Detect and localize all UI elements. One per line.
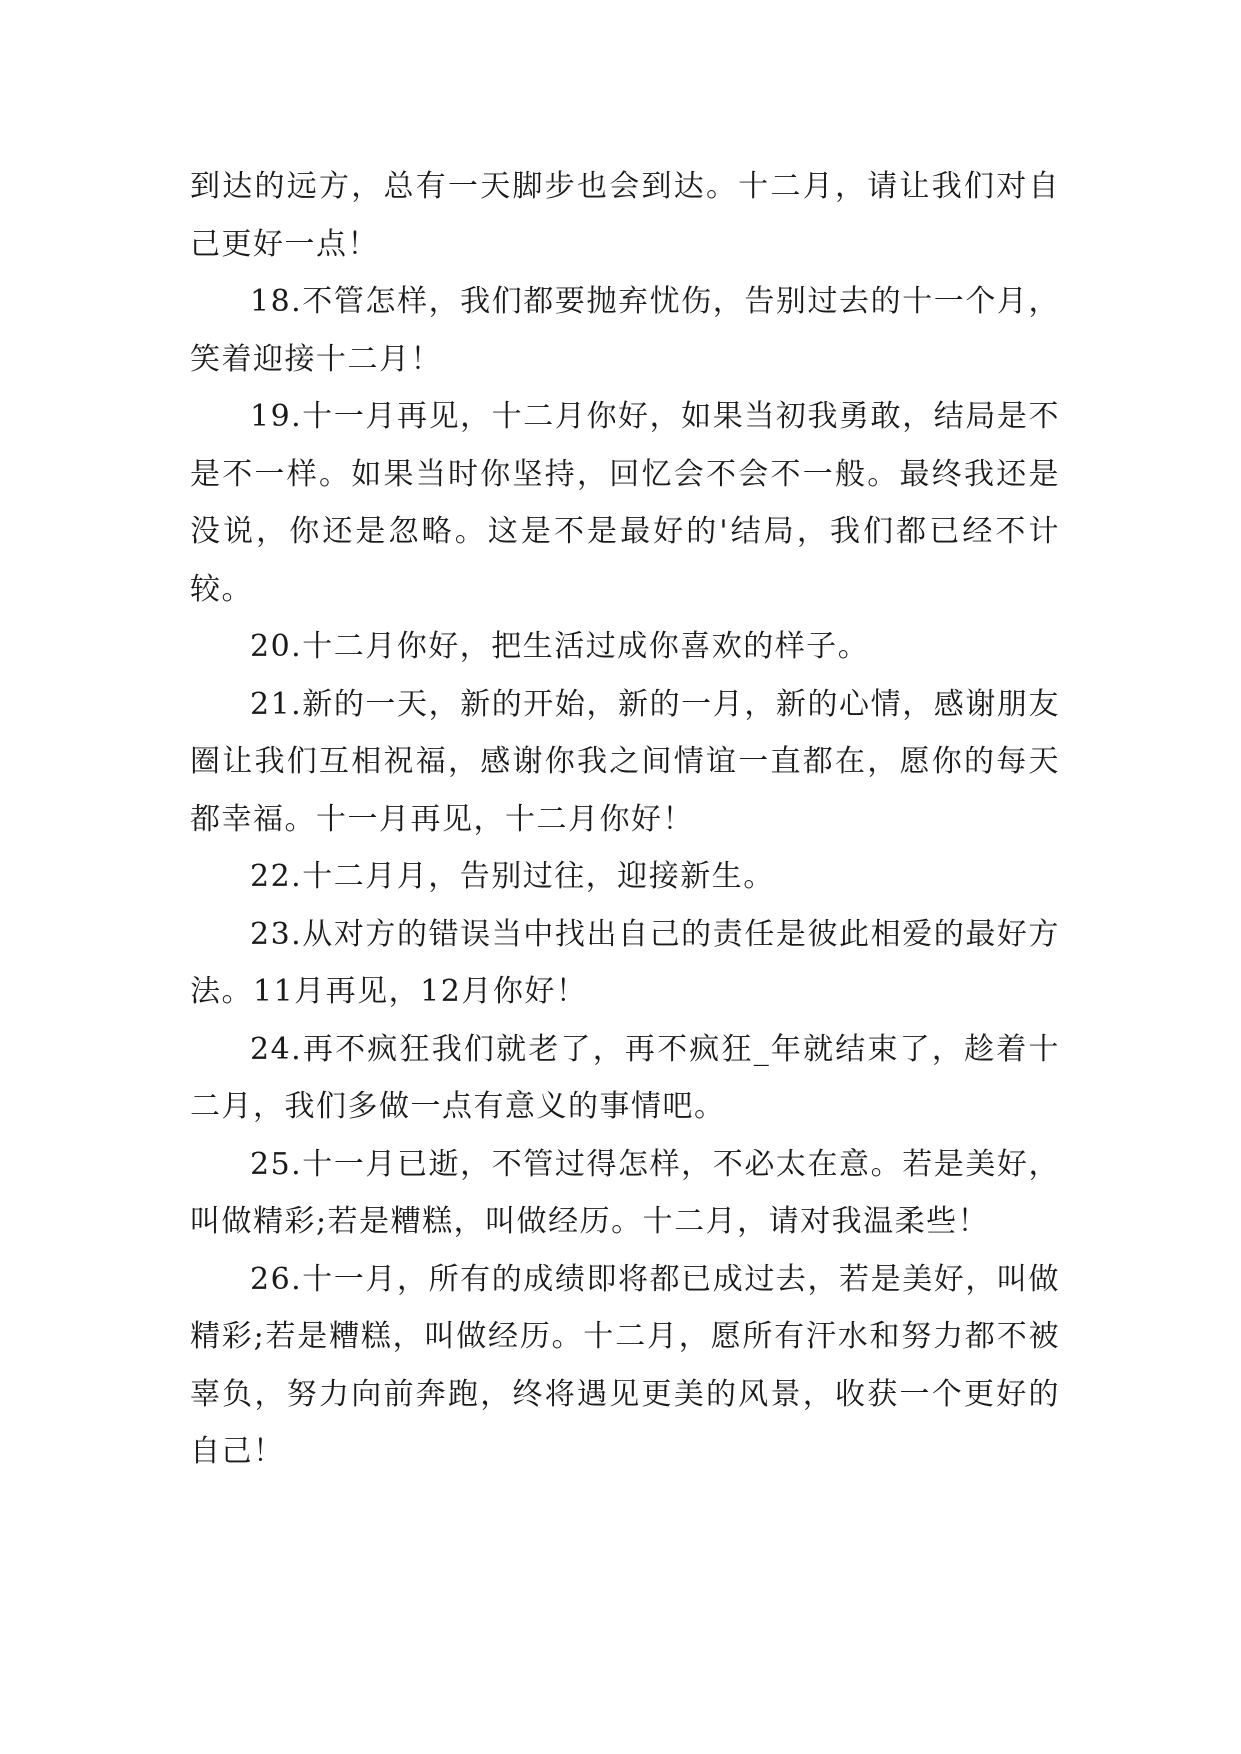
paragraph-20: 20.十二月你好，把生活过成你喜欢的样子。 xyxy=(250,629,870,664)
document-body xyxy=(190,158,1060,1481)
paragraph-25: 25.十一月已逝，不管过得怎样，不必太在意。若是美好，叫做精彩;若是糟糕，叫做经历。十二月，请对我温柔些！ xyxy=(190,1146,1060,1239)
paragraph-26: 26.十一月，所有的成绩即将都已成过去，若是美好，叫做精彩;若是糟糕，叫做经历。十二月，愿所有汗水和努力都不被辜负，努力向前奔跑，终将遇见更美的风景，收获一个更好的自己！ xyxy=(190,1261,1060,1469)
paragraph-19: 19.十一月再见，十二月你好，如果当初我勇敢，结局是不是不一样。如果当时你坚持，回忆会不会不一般。最终我还是没说，你还是忽略。这是不是最好的'结局，我们都已经不计较。 xyxy=(190,399,1060,607)
paragraph-continuation: 到达的远方，总有一天脚步也会到达。十二月，请让我们对自己更好一点！ xyxy=(190,169,1060,262)
paragraph-24: 24.再不疯狂我们就老了，再不疯狂_年就结束了，趁着十二月，我们多做一点有意义的事情吧。 xyxy=(190,1031,1060,1124)
paragraph-18: 18.不管怎样，我们都要抛弃忧伤，告别过去的十一个月，笑着迎接十二月！ xyxy=(190,284,1060,377)
paragraph-23: 23.从对方的错误当中找出自己的责任是彼此相爱的最好方法。11月再见，12月你好！ xyxy=(190,916,1060,1009)
paragraph-21: 21.新的一天，新的开始，新的一月，新的心情，感谢朋友圈让我们互相祝福，感谢你我之间情谊一直都在，愿你的每天都幸福。十一月再见，十二月你好！ xyxy=(190,686,1060,837)
paragraph-22: 22.十二月月，告别过往，迎接新生。 xyxy=(250,859,775,894)
